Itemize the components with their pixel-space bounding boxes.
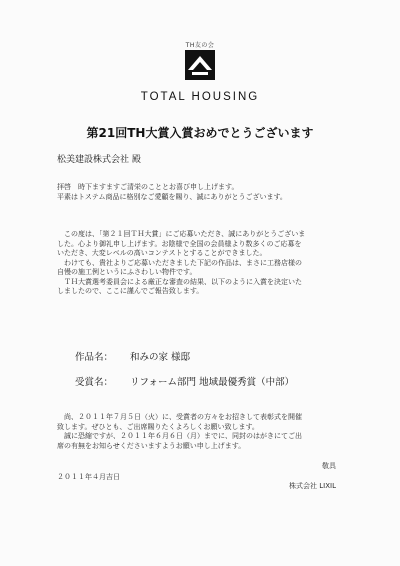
award-work-row <box>75 349 190 363</box>
notice-line: 致します。ぜひとも、ご出席賜りたくよろしくお願い致します。 <box>57 422 259 431</box>
notice-line: 尚、２０１１年７月５日（火）に、受賞者の方々をお招きして表彰式を開催 <box>57 413 302 421</box>
letterhead <box>0 40 400 103</box>
greeting-line: 拝啓 時下ますますご清栄のこととお喜び申し上げます。 <box>57 183 239 191</box>
prize-value: リフォーム部門 地域最優秀賞（中部） <box>130 377 295 388</box>
body-paragraph <box>57 230 343 297</box>
award-prize-row <box>75 374 294 388</box>
greeting-paragraph <box>57 183 343 202</box>
recipient-name: 松美建設株式会社 殿 <box>57 155 141 165</box>
org-name: TH友の会 <box>185 42 215 49</box>
work-value: 和みの家 様邸 <box>130 352 191 363</box>
prize-label: 受賞名： <box>75 377 114 388</box>
body-line: いただき、大変レベルの高いコンテストとすることができました。 <box>57 249 267 257</box>
body-line: ＴＨ大賞選考委員会による厳正な審査の結果、以下のように入賞を決定いた <box>57 277 302 286</box>
work-label: 作品名： <box>75 352 114 363</box>
letter-date: ２０１１年４月吉日 <box>57 473 120 481</box>
body-line: わけても、貴社よりご応募いただきました下記の作品は、まさに工務店様の <box>57 258 302 267</box>
greeting-line: 平素はトステム商品に格別なご愛顧を賜り、誠にありがとうございます。 <box>57 192 287 201</box>
sender-company: 株式会社 LIXIL <box>289 482 336 490</box>
notice-line: 誠に恐縮ですが、２０１１年６月６日（月）までに、同封のはがきにてご出 <box>57 432 302 440</box>
closing-keigu: 敬具 <box>322 462 336 470</box>
body-line: この度は、「第２１回ＴＨ大賞」にご応募いただき、誠にありがとうございま <box>57 230 306 238</box>
body-line: 自慢の施工例というにふさわしい物件です。 <box>57 268 197 276</box>
brand-name: TOTAL HOUSING <box>140 91 260 103</box>
letter-title: 第21回TH大賞入賞おめでとうございます <box>86 126 314 140</box>
notice-paragraph <box>57 413 343 451</box>
house-roof-icon <box>185 50 215 80</box>
body-line: しましたので、ここに謹んでご報告致します。 <box>57 287 204 295</box>
body-line: した。心より御礼申し上げます。お陰様で全国の会員様より数多くのご応募を <box>57 239 302 248</box>
notice-line: 席の有無をお知らせくださいますようお願い申し上げます。 <box>57 441 246 450</box>
